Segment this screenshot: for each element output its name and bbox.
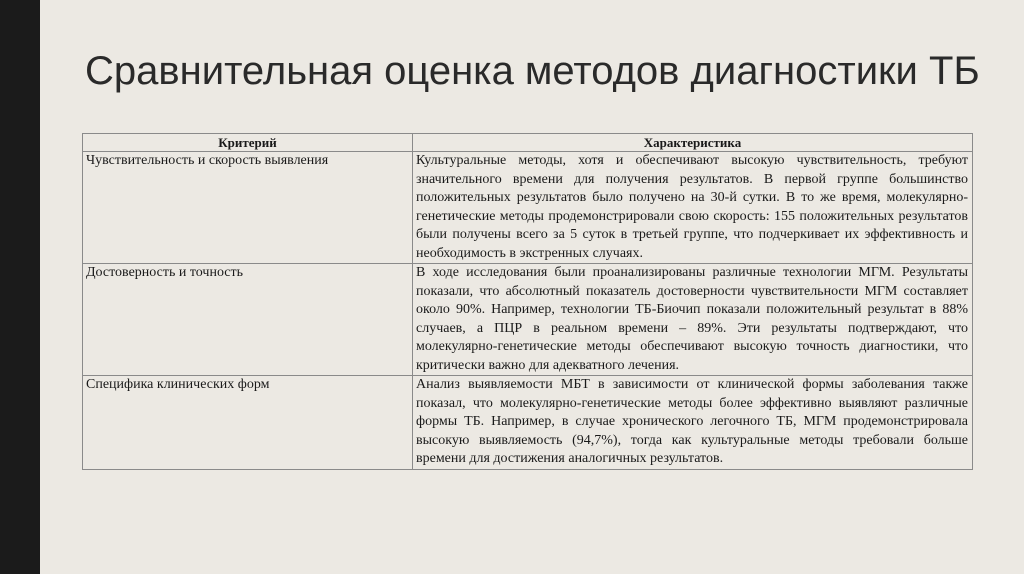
table-row xyxy=(83,152,973,264)
criterion-cell: Чувствительность и скорость выявления xyxy=(83,152,413,264)
table-header-row xyxy=(83,134,973,152)
left-accent-bar xyxy=(0,0,40,574)
comparison-table-container xyxy=(82,133,972,470)
table-row xyxy=(83,264,973,376)
comparison-table xyxy=(82,133,973,470)
slide-title: Сравнительная оценка методов диагностики ТБ xyxy=(85,48,980,93)
header-characteristic: Характеристика xyxy=(413,134,973,152)
header-criterion: Критерий xyxy=(83,134,413,152)
table-row xyxy=(83,376,973,470)
description-cell: Анализ выявляемости МБТ в зависимости от клинической формы заболевания также показал, что молекулярно-генетические методы более эффективно выявляют различные формы ТБ. Например, в случае хронического легочного ТБ, МГМ продемонстрировала высокую выявляемость (94,7%), тогда как культуральные методы требовали больше времени для достижения аналогичных результатов. xyxy=(413,376,973,470)
criterion-cell: Специфика клинических форм xyxy=(83,376,413,470)
description-cell: Культуральные методы, хотя и обеспечивают высокую чувствительность, требуют значительного времени для получения результатов. В первой группе большинство положительных результатов было получено на 30-й сутки. В то же время, молекулярно-генетические методы продемонстрировали свою скорость: 155 положительных результатов были получены всего за 5 суток в третьей группе, что подчеркивает их эффективность и необходимость в экстренных случаях. xyxy=(413,152,973,264)
description-cell: В ходе исследования были проанализированы различные технологии МГМ. Результаты показали, что абсолютный показатель достоверности чувствительности МГМ составляет около 90%. Например, технологии ТБ-Биочип показали положительный результат в 88% случаев, а ПЦР в реальном времени – 89%. Эти результаты подтверждают, что молекулярно-генетические методы обеспечивают высокую точность диагностики, что критически важно для адекватного лечения. xyxy=(413,264,973,376)
criterion-cell: Достоверность и точность xyxy=(83,264,413,376)
